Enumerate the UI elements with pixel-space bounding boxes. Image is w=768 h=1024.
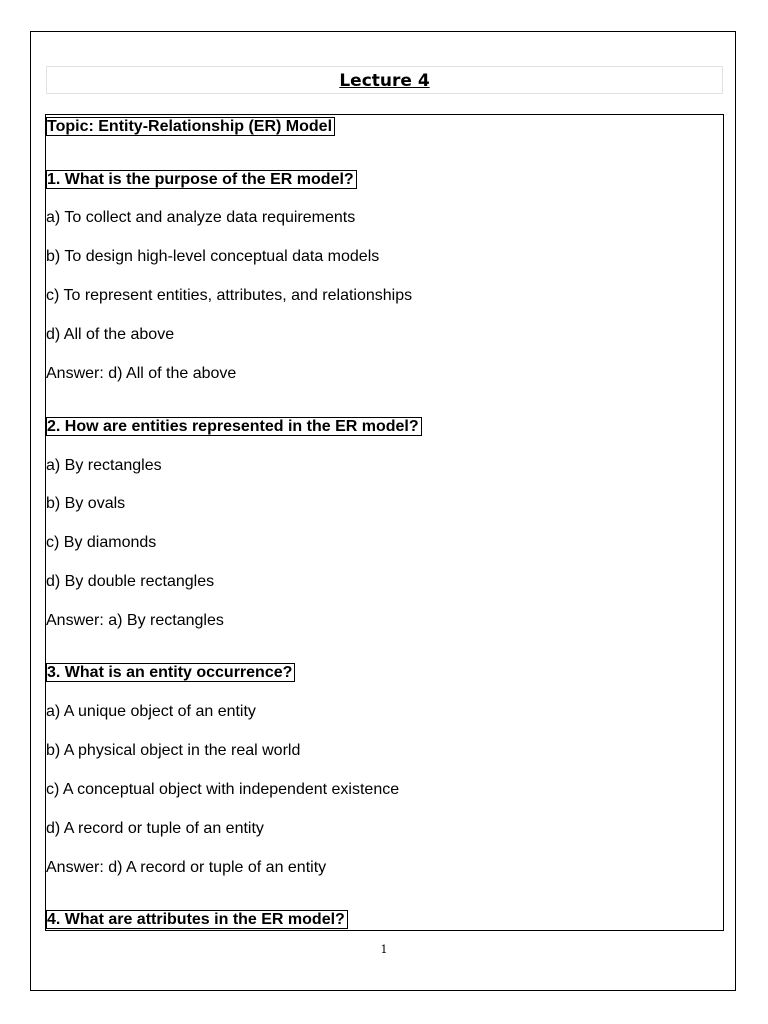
- q1-option-a: a) To collect and analyze data requirements: [46, 209, 356, 226]
- q1-option-c: c) To represent entities, attributes, and relationships: [46, 287, 413, 304]
- question-3: 3. What is an entity occurrence?: [46, 663, 295, 683]
- page-number: 1: [380, 943, 388, 956]
- q2-option-c: c) By diamonds: [46, 534, 157, 551]
- question-1: 1. What is the purpose of the ER model?: [46, 170, 357, 190]
- q3-option-d: d) A record or tuple of an entity: [46, 820, 264, 837]
- q3-answer: Answer: d) A record or tuple of an entity: [46, 859, 327, 876]
- question-4: 4. What are attributes in the ER model?: [46, 910, 348, 930]
- q2-option-a: a) By rectangles: [46, 457, 162, 474]
- q2-option-d: d) By double rectangles: [46, 573, 215, 590]
- topic-heading: Topic: Entity-Relationship (ER) Model: [46, 117, 335, 137]
- q1-option-b: b) To design high-level conceptual data models: [46, 248, 380, 265]
- question-2: 2. How are entities represented in the ER model?: [46, 417, 422, 437]
- q1-answer: Answer: d) All of the above: [46, 365, 237, 382]
- q1-option-d: d) All of the above: [46, 326, 175, 343]
- header-box: [46, 66, 723, 94]
- content-frame: [45, 114, 724, 931]
- lecture-title: Lecture 4: [339, 71, 430, 91]
- q3-option-a: a) A unique object of an entity: [46, 703, 256, 720]
- q3-option-c: c) A conceptual object with independent existence: [46, 781, 400, 798]
- q2-option-b: b) By ovals: [46, 495, 126, 512]
- q2-answer: Answer: a) By rectangles: [46, 612, 224, 629]
- q3-option-b: b) A physical object in the real world: [46, 742, 301, 759]
